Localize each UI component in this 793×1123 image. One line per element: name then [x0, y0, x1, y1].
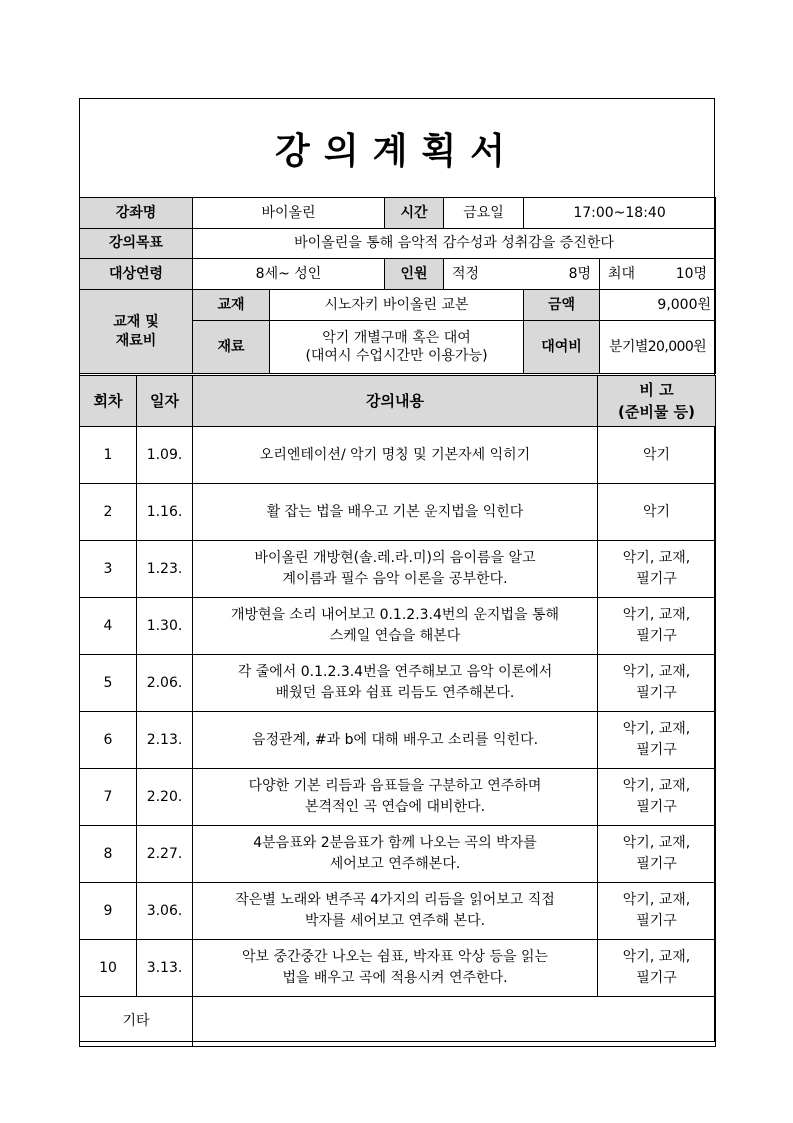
goal-label: 강의목표 [80, 229, 193, 259]
session-note [598, 427, 716, 484]
session-date: 2.20. [137, 769, 193, 826]
schedule-row [80, 712, 716, 769]
session-note-line1: 악기, 교재, [622, 892, 691, 908]
course-row [80, 198, 716, 229]
session-content [193, 427, 598, 484]
session-number: 8 [80, 826, 137, 883]
session-content-line2: 세어보고 연주해본다. [329, 856, 461, 872]
date-header: 일자 [137, 376, 193, 427]
page-title: 강의계획서 [80, 99, 714, 198]
session-content-line2: 박자를 세어보고 연주해 본다. [304, 913, 486, 929]
schedule-row [80, 541, 716, 598]
time-value: 17:00~18:40 [524, 198, 716, 229]
note-header [598, 376, 716, 427]
session-content-line2: 계이름과 필수 음악 이론을 공부한다. [282, 571, 508, 587]
schedule-body [80, 427, 716, 997]
session-content [193, 541, 598, 598]
session-note-line2: 필기구 [636, 571, 677, 587]
session-note-line2: 필기구 [636, 913, 677, 929]
session-date: 2.13. [137, 712, 193, 769]
session-number: 5 [80, 655, 137, 712]
schedule-row [80, 427, 716, 484]
session-date: 1.23. [137, 541, 193, 598]
day-value: 금요일 [444, 198, 524, 229]
etc-row [80, 997, 716, 1047]
count-max-value: 10명 [675, 265, 708, 282]
material-value-line1: 악기 개별구매 혹은 대여 [322, 329, 471, 346]
session-note-line2: 필기구 [636, 856, 677, 872]
session-note-line2: 필기구 [636, 742, 677, 758]
session-number: 4 [80, 598, 137, 655]
session-number: 7 [80, 769, 137, 826]
session-note [598, 940, 716, 997]
course-value: 바이올린 [193, 198, 385, 229]
note-header-line2: (준비물 등) [618, 403, 695, 421]
schedule-row [80, 655, 716, 712]
price-label: 금액 [524, 290, 600, 321]
note-header-line1: 비 고 [639, 380, 674, 399]
session-date: 3.13. [137, 940, 193, 997]
count-max-label: 최대 [608, 265, 636, 282]
material-value-line2: (대여시 수업시간만 이용가능) [305, 348, 488, 364]
materials-label-line2: 재료비 [115, 332, 157, 349]
course-label: 강좌명 [80, 198, 193, 229]
schedule-row [80, 883, 716, 940]
schedule-row [80, 598, 716, 655]
goal-value: 바이올린을 통해 음악적 감수성과 성취감을 증진한다 [193, 229, 716, 259]
session-note [598, 712, 716, 769]
session-number: 6 [80, 712, 137, 769]
content-header: 강의내용 [193, 376, 598, 427]
schedule-table [79, 375, 716, 1047]
session-note-line1: 악기, 교재, [622, 721, 691, 737]
age-label: 대상연령 [80, 259, 193, 290]
session-note-line1: 악기 [642, 446, 671, 463]
course-info-table [79, 197, 716, 374]
session-note [598, 598, 716, 655]
session-content [193, 826, 598, 883]
session-header: 회차 [80, 376, 137, 427]
session-number: 2 [80, 484, 137, 541]
session-content [193, 598, 598, 655]
schedule-row [80, 484, 716, 541]
material-value [270, 321, 524, 374]
session-note-line2: 필기구 [636, 799, 677, 815]
session-note-line1: 악기, 교재, [622, 778, 691, 794]
lecture-plan-sheet [79, 98, 715, 1042]
session-note-line1: 악기, 교재, [622, 835, 691, 851]
session-note-line1: 악기 [642, 503, 671, 520]
session-number: 1 [80, 427, 137, 484]
textbook-label: 교재 [193, 290, 270, 321]
session-content-line2: 배웠던 음표와 쉼표 리듬도 연주해본다. [275, 685, 515, 701]
session-content [193, 883, 598, 940]
session-note [598, 826, 716, 883]
session-date: 2.06. [137, 655, 193, 712]
session-note [598, 769, 716, 826]
session-content [193, 940, 598, 997]
age-row [80, 259, 716, 290]
price-value: 9,000원 [600, 290, 716, 321]
session-note-line1: 악기, 교재, [622, 607, 691, 623]
count-proper-label: 적정 [452, 265, 480, 282]
materials-label-line1: 교재 및 [113, 314, 159, 331]
rental-label: 대여비 [524, 321, 600, 374]
material-label: 재료 [193, 321, 270, 374]
session-note-line2: 필기구 [636, 628, 677, 644]
count-max-cell [600, 259, 716, 290]
session-content [193, 484, 598, 541]
session-note-line1: 악기, 교재, [622, 664, 691, 680]
textbook-row [80, 290, 716, 321]
schedule-row [80, 826, 716, 883]
session-date: 1.09. [137, 427, 193, 484]
session-note [598, 883, 716, 940]
session-note [598, 655, 716, 712]
session-number: 3 [80, 541, 137, 598]
session-note [598, 541, 716, 598]
session-content-line1: 다양한 기본 리듬과 음표들을 구분하고 연주하며 [248, 778, 542, 794]
session-content-line1: 활 잡는 법을 배우고 기본 운지법을 익힌다 [266, 503, 524, 520]
session-note-line1: 악기, 교재, [622, 550, 691, 566]
session-note-line2: 필기구 [636, 970, 677, 986]
count-label: 인원 [385, 259, 444, 290]
rental-value: 분기별20,000원 [600, 321, 716, 374]
age-value: 8세~ 성인 [193, 259, 385, 290]
session-content-line1: 바이올린 개방현(솔.레.라.미)의 음이름을 알고 [254, 550, 536, 566]
session-content [193, 769, 598, 826]
session-content-line2: 법을 배우고 곡에 적용시켜 연주한다. [282, 970, 508, 986]
session-date: 2.27. [137, 826, 193, 883]
schedule-row [80, 940, 716, 997]
count-proper-cell [444, 259, 600, 290]
goal-row [80, 229, 716, 259]
session-note-line1: 악기, 교재, [622, 949, 691, 965]
session-content-line1: 각 줄에서 0.1.2.3.4번을 연주해보고 음악 이론에서 [237, 664, 553, 680]
session-content-line1: 악보 중간중간 나오는 쉼표, 박자표 악상 등을 읽는 [241, 949, 549, 965]
session-content-line1: 작은별 노래와 변주곡 4가지의 리듬을 읽어보고 직접 [235, 892, 555, 908]
count-proper-value: 8명 [568, 265, 592, 282]
session-date: 1.30. [137, 598, 193, 655]
materials-label [80, 290, 193, 374]
time-label: 시간 [385, 198, 444, 229]
session-date: 3.06. [137, 883, 193, 940]
session-date: 1.16. [137, 484, 193, 541]
session-number: 9 [80, 883, 137, 940]
session-number: 10 [80, 940, 137, 997]
session-content-line1: 4분음표와 2분음표가 함께 나오는 곡의 박자를 [253, 835, 537, 851]
session-content-line1: 오리엔테이션/ 악기 명칭 및 기본자세 익히기 [259, 446, 531, 463]
schedule-row [80, 769, 716, 826]
session-note [598, 484, 716, 541]
session-content-line2: 스케일 연습을 해본다 [329, 628, 461, 644]
textbook-value: 시노자키 바이올린 교본 [270, 290, 524, 321]
etc-value [193, 997, 716, 1047]
session-content [193, 712, 598, 769]
session-content [193, 655, 598, 712]
etc-label: 기타 [80, 997, 193, 1047]
session-content-line1: 개방현을 소리 내어보고 0.1.2.3.4번의 운지법을 통해 [230, 607, 560, 623]
session-note-line2: 필기구 [636, 685, 677, 701]
session-content-line1: 음정관계, #과 b에 대해 배우고 소리를 익힌다. [251, 731, 539, 748]
session-content-line2: 본격적인 곡 연습에 대비한다. [304, 799, 486, 815]
schedule-header-row [80, 376, 716, 427]
